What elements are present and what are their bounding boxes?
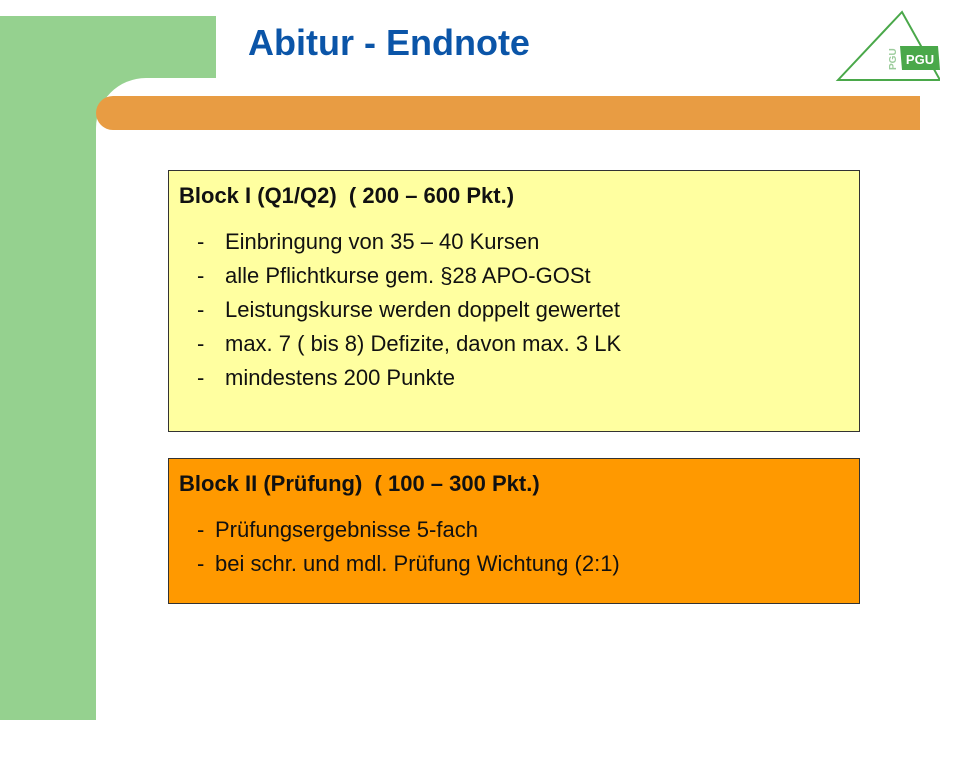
list-item <box>197 259 849 293</box>
logo-text: PGU <box>905 52 935 67</box>
list-item-text: Einbringung von 35 – 40 Kursen <box>225 229 540 254</box>
list-item-text: alle Pflichtkurse gem. §28 APO-GOSt <box>225 263 591 288</box>
block-1-list <box>179 225 849 395</box>
bullet-dash: - <box>197 551 205 576</box>
bullet-dash: - <box>197 297 205 322</box>
list-item <box>197 225 849 259</box>
orange-header-band <box>96 96 920 130</box>
list-item-text: Leistungskurse werden doppelt gewertet <box>225 297 621 322</box>
list-item-text: bei schr. und mdl. Prüfung Wichtung (2:1) <box>215 551 620 576</box>
list-item <box>197 361 849 395</box>
list-item-text: max. 7 ( bis 8) Defizite, davon max. 3 LK <box>225 331 622 356</box>
list-item <box>197 327 849 361</box>
page-title: Abitur - Endnote <box>248 22 530 63</box>
block-2-box <box>168 458 860 604</box>
bullet-dash: - <box>197 229 205 254</box>
list-item <box>197 513 849 547</box>
block-2-list <box>179 513 849 581</box>
list-item-text: mindestens 200 Punkte <box>225 365 455 390</box>
list-item <box>197 293 849 327</box>
block-1-heading: Block I (Q1/Q2) ( 200 – 600 Pkt.) <box>179 183 515 208</box>
block-1-box <box>168 170 860 432</box>
bullet-dash: - <box>197 331 205 356</box>
green-sidebar-strip <box>0 130 96 720</box>
bullet-dash: - <box>197 517 205 542</box>
list-item-text: Prüfungsergebnisse 5-fach <box>215 517 478 542</box>
bullet-dash: - <box>197 263 205 288</box>
logo-vertical-text: PGU <box>888 48 899 70</box>
bullet-dash: - <box>197 365 205 390</box>
block-2-heading: Block II (Prüfung) ( 100 – 300 Pkt.) <box>179 471 540 496</box>
list-item <box>197 547 849 581</box>
pgu-logo-icon <box>830 8 940 83</box>
